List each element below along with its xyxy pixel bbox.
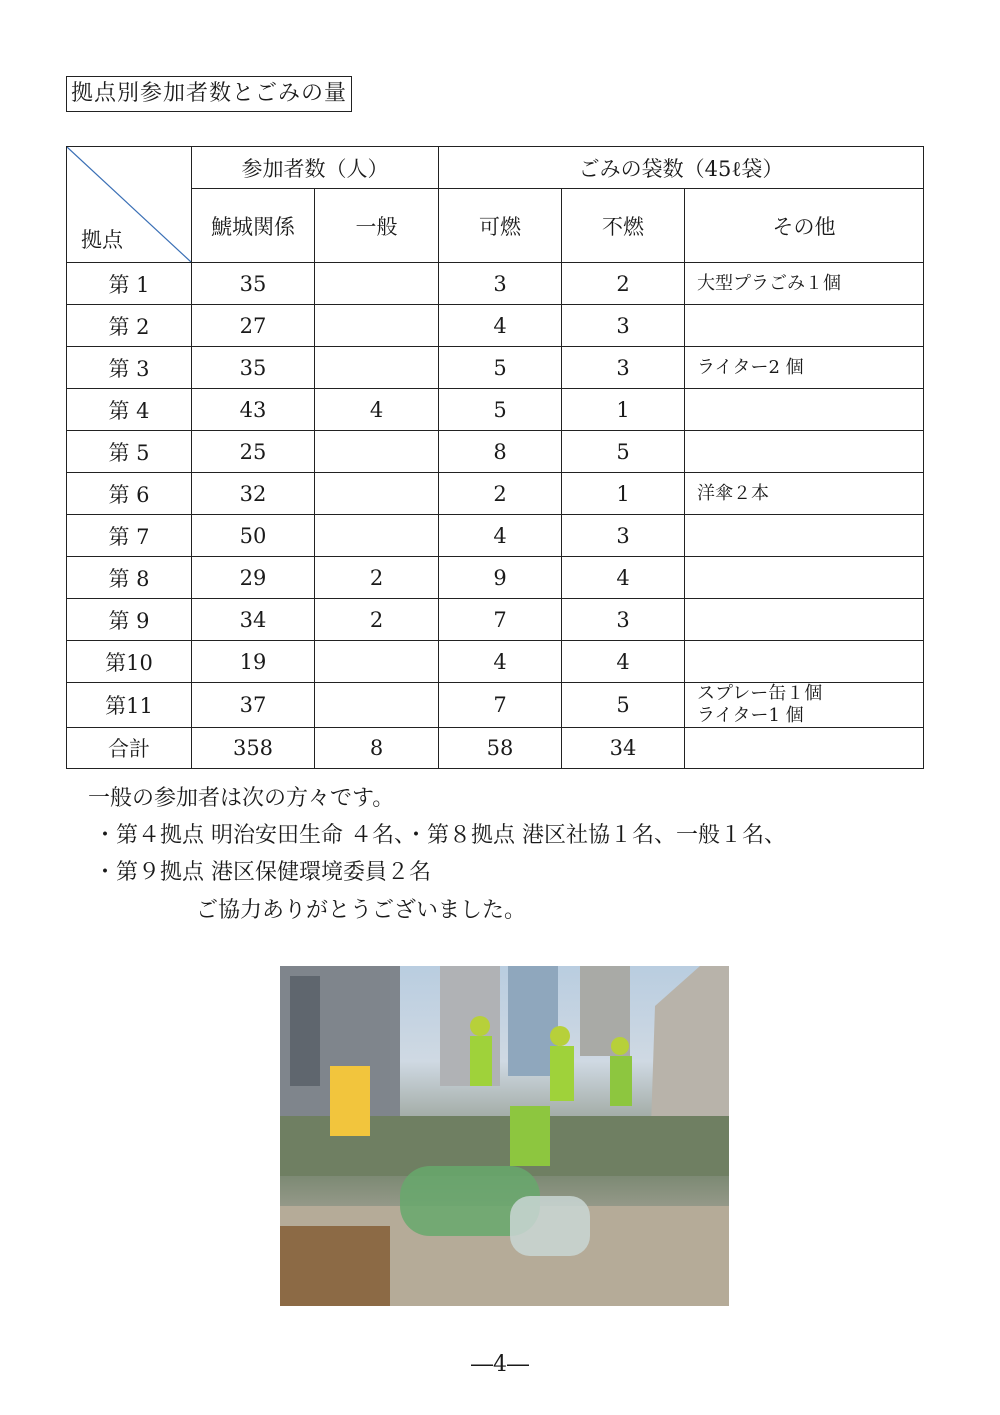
- other-items-cell: [685, 431, 924, 473]
- group-header-bags: ごみの袋数（45ℓ袋）: [439, 147, 924, 189]
- notes-line-1: ・第４拠点 明治安田生命 ４名、・第８拠点 港区社協１名、一般１名、: [94, 823, 786, 848]
- site-cell: 第 8: [67, 557, 192, 599]
- site-cell: 第 6: [67, 473, 192, 515]
- table-row: [67, 431, 924, 473]
- sabae-count-cell: 43: [192, 389, 315, 431]
- site-cell: 第 9: [67, 599, 192, 641]
- general-count-cell: [315, 263, 439, 305]
- general-count-cell: [315, 347, 439, 389]
- site-cell: 第10: [67, 641, 192, 683]
- other-items-cell: [685, 263, 924, 305]
- nonburnable-bags-cell: 5: [562, 431, 685, 473]
- sabae-count-cell: 19: [192, 641, 315, 683]
- other-items-text: スプレー缶１個: [697, 683, 823, 704]
- nonburnable-bags-cell: 4: [562, 641, 685, 683]
- site-cell: 第 7: [67, 515, 192, 557]
- other-items-cell: [685, 557, 924, 599]
- general-count-cell: 8: [315, 728, 439, 769]
- table-row: [67, 599, 924, 641]
- nonburnable-bags-cell: 34: [562, 728, 685, 769]
- table-row: [67, 641, 924, 683]
- burnable-bags-cell: 5: [439, 389, 562, 431]
- other-items-cell: [685, 305, 924, 347]
- corner-header-cell: [67, 147, 192, 263]
- table-row: [67, 473, 924, 515]
- notes-line-2: ・第９拠点 港区保健環境委員２名: [94, 860, 431, 885]
- general-count-cell: [315, 431, 439, 473]
- other-items-cell: [685, 683, 924, 728]
- nonburnable-bags-cell: 1: [562, 473, 685, 515]
- column-header-burnable: 可燃: [439, 189, 562, 263]
- table-row: [67, 389, 924, 431]
- corner-label: 拠点: [81, 228, 123, 252]
- table-row: [67, 683, 924, 728]
- site-cell: 合計: [67, 728, 192, 769]
- general-count-cell: [315, 473, 439, 515]
- sabae-count-cell: 37: [192, 683, 315, 728]
- other-items-cell: [685, 599, 924, 641]
- nonburnable-bags-cell: 4: [562, 557, 685, 599]
- column-header-other: その他: [685, 189, 924, 263]
- general-count-cell: [315, 683, 439, 728]
- burnable-bags-cell: 4: [439, 305, 562, 347]
- other-items-text: 大型プラごみ１個: [697, 272, 841, 294]
- cleanup-activity-photo: [280, 966, 729, 1306]
- other-items-text: 洋傘２本: [697, 482, 769, 504]
- nonburnable-bags-cell: 2: [562, 263, 685, 305]
- page-number: ―4―: [471, 1352, 529, 1377]
- site-cell: 第11: [67, 683, 192, 728]
- burnable-bags-cell: 5: [439, 347, 562, 389]
- nonburnable-bags-cell: 1: [562, 389, 685, 431]
- general-count-cell: [315, 515, 439, 557]
- burnable-bags-cell: 9: [439, 557, 562, 599]
- nonburnable-bags-cell: 3: [562, 347, 685, 389]
- other-items-cell: [685, 641, 924, 683]
- total-row: [67, 728, 924, 769]
- table-row: [67, 347, 924, 389]
- burnable-bags-cell: 7: [439, 599, 562, 641]
- group-header-participants: 参加者数（人）: [192, 147, 439, 189]
- sabae-count-cell: 358: [192, 728, 315, 769]
- other-items-text: ライター2 個: [697, 356, 804, 378]
- general-count-cell: [315, 305, 439, 347]
- other-items-cell: [685, 389, 924, 431]
- other-items-cell: [685, 728, 924, 769]
- sabae-count-cell: 50: [192, 515, 315, 557]
- site-cell: 第 2: [67, 305, 192, 347]
- column-header-sabae: 鯱城関係: [192, 189, 315, 263]
- table-row: [67, 515, 924, 557]
- notes-intro: 一般の参加者は次の方々です。: [88, 786, 395, 811]
- burnable-bags-cell: 58: [439, 728, 562, 769]
- nonburnable-bags-cell: 3: [562, 305, 685, 347]
- sabae-count-cell: 35: [192, 347, 315, 389]
- site-cell: 第 5: [67, 431, 192, 473]
- other-items-text-2: ライター1 個: [697, 705, 804, 726]
- sabae-count-cell: 34: [192, 599, 315, 641]
- sabae-count-cell: 35: [192, 263, 315, 305]
- sabae-count-cell: 27: [192, 305, 315, 347]
- nonburnable-bags-cell: 3: [562, 599, 685, 641]
- column-header-general: 一般: [315, 189, 439, 263]
- burnable-bags-cell: 8: [439, 431, 562, 473]
- burnable-bags-cell: 4: [439, 515, 562, 557]
- nonburnable-bags-cell: 5: [562, 683, 685, 728]
- notes-thanks: ご協力ありがとうございました。: [196, 898, 527, 923]
- burnable-bags-cell: 3: [439, 263, 562, 305]
- table-row: [67, 305, 924, 347]
- column-header-nonburnable: 不燃: [562, 189, 685, 263]
- site-cell: 第 3: [67, 347, 192, 389]
- nonburnable-bags-cell: 3: [562, 515, 685, 557]
- participants-waste-table: [66, 146, 924, 769]
- burnable-bags-cell: 2: [439, 473, 562, 515]
- sabae-count-cell: 25: [192, 431, 315, 473]
- site-cell: 第 4: [67, 389, 192, 431]
- table-row: [67, 263, 924, 305]
- burnable-bags-cell: 7: [439, 683, 562, 728]
- general-count-cell: [315, 641, 439, 683]
- section-heading: 拠点別参加者数とごみの量: [66, 76, 352, 112]
- general-count-cell: 4: [315, 389, 439, 431]
- general-count-cell: 2: [315, 599, 439, 641]
- other-items-cell: [685, 473, 924, 515]
- sabae-count-cell: 29: [192, 557, 315, 599]
- other-items-cell: [685, 515, 924, 557]
- general-count-cell: 2: [315, 557, 439, 599]
- table-row: [67, 557, 924, 599]
- sabae-count-cell: 32: [192, 473, 315, 515]
- other-items-cell: [685, 347, 924, 389]
- site-cell: 第 1: [67, 263, 192, 305]
- burnable-bags-cell: 4: [439, 641, 562, 683]
